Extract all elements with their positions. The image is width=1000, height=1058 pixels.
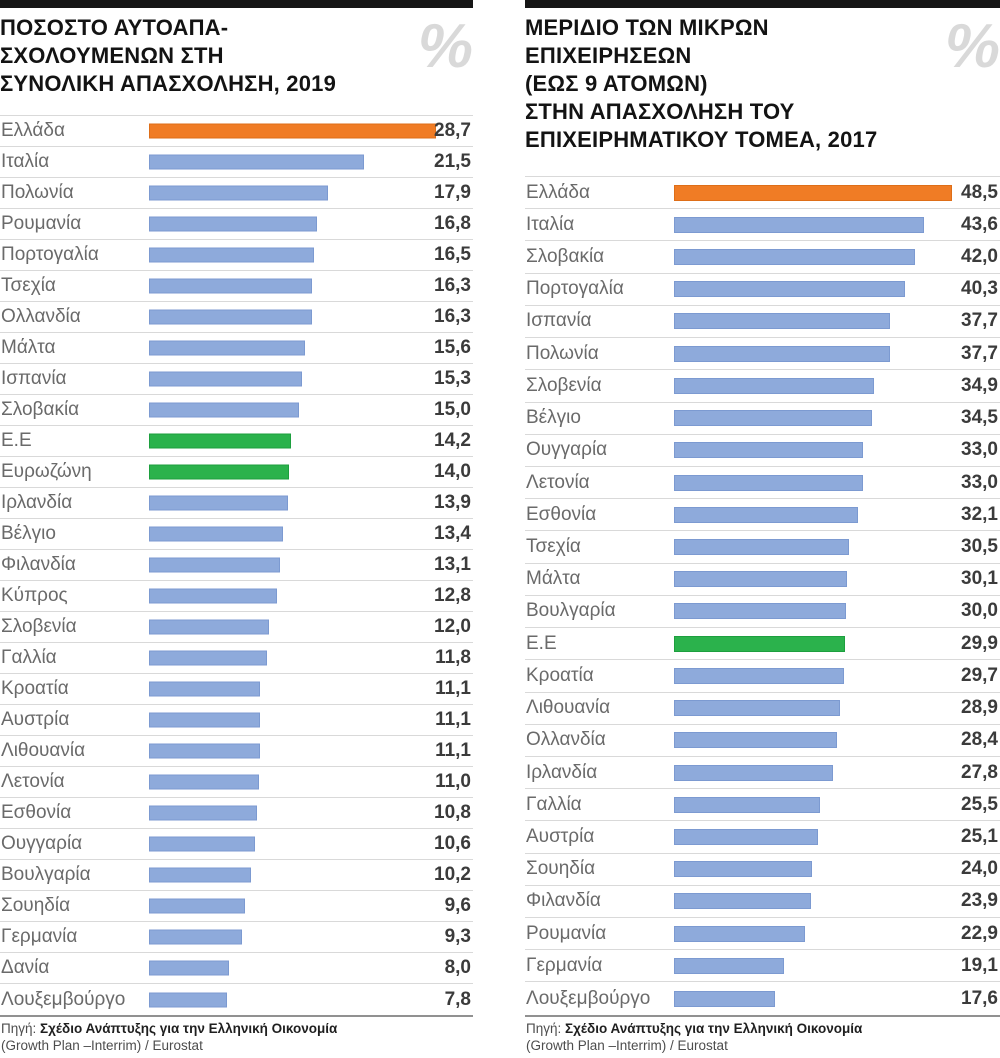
country-label: Ε.Ε bbox=[526, 632, 557, 654]
chart-row bbox=[525, 564, 1000, 596]
value-label: 12,8 bbox=[434, 585, 471, 606]
country-label: Γαλλία bbox=[526, 793, 582, 815]
value-bar bbox=[674, 539, 849, 555]
country-label: Σλοβενία bbox=[526, 374, 602, 396]
value-bar bbox=[674, 346, 890, 362]
value-bar bbox=[149, 589, 277, 604]
value-bar bbox=[674, 281, 905, 297]
value-label: 28,9 bbox=[961, 697, 998, 719]
value-bar bbox=[149, 248, 314, 263]
value-label: 22,9 bbox=[961, 922, 998, 944]
chart-title-line: ΣΤΗΝ ΑΠΑΣΧΟΛΗΣΗ ΤΟΥ bbox=[525, 99, 795, 124]
chart-title bbox=[0, 14, 336, 98]
value-label: 48,5 bbox=[961, 181, 998, 203]
value-bar bbox=[149, 372, 302, 387]
chart-row bbox=[525, 854, 1000, 886]
country-label: Λετονία bbox=[1, 771, 65, 792]
value-bar bbox=[149, 186, 328, 201]
country-label: Ρουμανία bbox=[1, 213, 82, 234]
value-bar bbox=[149, 651, 267, 666]
chart-row bbox=[0, 457, 473, 488]
chart-row bbox=[0, 705, 473, 736]
value-label: 24,0 bbox=[961, 858, 998, 880]
value-bar bbox=[149, 992, 227, 1007]
value-label: 7,8 bbox=[444, 988, 471, 1010]
country-label: Ευρωζώνη bbox=[1, 461, 92, 482]
value-label: 11,8 bbox=[435, 647, 471, 668]
value-label: 16,3 bbox=[434, 275, 471, 296]
value-label: 8,0 bbox=[444, 957, 471, 978]
country-label: Σουηδία bbox=[1, 895, 71, 916]
country-label: Λουξεμβούργο bbox=[1, 988, 126, 1010]
country-label: Σλοβακία bbox=[1, 399, 80, 420]
value-label: 40,3 bbox=[961, 278, 998, 300]
country-label: Λιθουανία bbox=[1, 740, 86, 761]
value-label: 11,1 bbox=[435, 740, 471, 761]
value-label: 27,8 bbox=[961, 761, 998, 783]
chart-row bbox=[525, 403, 1000, 435]
country-label: Σουηδία bbox=[526, 858, 596, 880]
chart-row bbox=[0, 209, 473, 240]
value-bar bbox=[674, 861, 812, 877]
value-label: 37,7 bbox=[961, 342, 998, 364]
value-label: 42,0 bbox=[961, 246, 998, 268]
chart-title-line: (ΕΩΣ 9 ΑΤΟΜΩΝ) bbox=[525, 71, 708, 96]
value-bar bbox=[149, 775, 259, 790]
value-label: 10,8 bbox=[434, 802, 471, 823]
chart-row bbox=[525, 274, 1000, 306]
country-label: Γαλλία bbox=[1, 647, 57, 668]
value-bar bbox=[149, 527, 283, 542]
chart-row bbox=[525, 177, 1000, 209]
value-bar bbox=[149, 961, 229, 976]
chart-title-line: ΣΥΝΟΛΙΚΗ ΑΠΑΣΧΟΛΗΣΗ, 2019 bbox=[0, 71, 337, 96]
source-prefix: Πηγή: bbox=[1, 1021, 37, 1036]
percent-watermark-icon: % bbox=[417, 12, 473, 81]
value-bar bbox=[149, 930, 242, 945]
country-label: Πορτογαλία bbox=[1, 244, 99, 265]
value-label: 33,0 bbox=[961, 439, 998, 461]
value-bar bbox=[674, 700, 840, 716]
country-label: Ουγγαρία bbox=[526, 439, 608, 461]
chart-row bbox=[0, 178, 473, 209]
value-bar bbox=[149, 682, 260, 697]
chart-row bbox=[525, 499, 1000, 531]
chart-small-business-share bbox=[525, 0, 1000, 1058]
value-bar bbox=[674, 732, 837, 748]
chart-row bbox=[0, 891, 473, 922]
chart-self-employment bbox=[0, 0, 473, 1058]
value-label: 37,7 bbox=[961, 310, 998, 332]
chart-row bbox=[0, 519, 473, 550]
value-bar bbox=[674, 603, 846, 619]
chart-row bbox=[0, 674, 473, 705]
value-bar bbox=[674, 378, 874, 394]
value-label: 10,2 bbox=[434, 864, 471, 885]
chart-row bbox=[525, 338, 1000, 370]
value-bar bbox=[149, 403, 299, 418]
source-name: Σχέδιο Ανάπτυξης για την Ελληνική Οικονομία bbox=[40, 1021, 338, 1036]
country-label: Λιθουανία bbox=[526, 697, 611, 719]
country-label: Γερμανία bbox=[1, 926, 78, 947]
value-label: 16,5 bbox=[434, 244, 471, 265]
country-label: Τσεχία bbox=[1, 275, 56, 296]
value-label: 9,3 bbox=[444, 926, 471, 947]
value-bar bbox=[149, 806, 257, 821]
value-bar bbox=[149, 899, 245, 914]
chart-row bbox=[525, 370, 1000, 402]
chart-row bbox=[0, 922, 473, 953]
value-bar bbox=[674, 991, 775, 1007]
country-label: Βέλγιο bbox=[526, 407, 581, 429]
country-label: Ελλάδα bbox=[1, 120, 65, 141]
chart-row bbox=[0, 395, 473, 426]
chart-row bbox=[0, 581, 473, 612]
country-label: Ουγγαρία bbox=[1, 833, 83, 854]
chart-row bbox=[0, 550, 473, 581]
bar-rows bbox=[525, 176, 1000, 1017]
value-label: 43,6 bbox=[961, 213, 998, 235]
country-label: Πολωνία bbox=[1, 182, 74, 203]
country-label: Ισπανία bbox=[1, 368, 67, 389]
value-label: 30,0 bbox=[961, 600, 998, 622]
value-label: 15,0 bbox=[434, 399, 471, 420]
country-label: Ιταλία bbox=[526, 213, 575, 235]
chart-row bbox=[525, 757, 1000, 789]
value-label: 17,6 bbox=[961, 987, 998, 1009]
chart-row bbox=[525, 950, 1000, 982]
value-bar bbox=[674, 313, 890, 329]
value-bar bbox=[149, 341, 305, 356]
value-label: 15,6 bbox=[434, 337, 471, 358]
value-label: 25,1 bbox=[961, 825, 998, 847]
chart-row bbox=[525, 693, 1000, 725]
value-bar bbox=[674, 958, 784, 974]
chart-row bbox=[525, 725, 1000, 757]
source-note bbox=[526, 1020, 1000, 1054]
country-label: Μάλτα bbox=[1, 337, 56, 358]
value-label: 11,1 bbox=[435, 709, 471, 730]
value-bar bbox=[674, 442, 863, 458]
value-label: 33,0 bbox=[961, 471, 998, 493]
country-label: Ιρλανδία bbox=[526, 761, 598, 783]
value-label: 28,7 bbox=[434, 120, 471, 141]
source-note bbox=[1, 1020, 473, 1054]
chart-row bbox=[0, 612, 473, 643]
chart-row bbox=[0, 984, 473, 1015]
chart-title-line: ΠΟΣΟΣΤΟ ΑΥΤΟΑΠΑ- bbox=[0, 15, 229, 40]
country-label: Ισπανία bbox=[526, 310, 592, 332]
value-label: 13,9 bbox=[434, 492, 471, 513]
value-label: 28,4 bbox=[961, 729, 998, 751]
country-label: Εσθονία bbox=[526, 503, 597, 525]
value-label: 16,3 bbox=[434, 306, 471, 327]
value-bar bbox=[674, 668, 844, 684]
country-label: Εσθονία bbox=[1, 802, 72, 823]
country-label: Φιλανδία bbox=[526, 890, 601, 912]
value-label: 15,3 bbox=[434, 368, 471, 389]
value-label: 10,6 bbox=[434, 833, 471, 854]
top-rule bbox=[525, 0, 1000, 8]
chart-row bbox=[0, 302, 473, 333]
chart-row bbox=[0, 643, 473, 674]
value-label: 9,6 bbox=[444, 895, 471, 916]
percent-watermark-icon: % bbox=[944, 12, 1000, 81]
value-label: 30,1 bbox=[961, 568, 998, 590]
chart-row bbox=[0, 147, 473, 178]
source-prefix: Πηγή: bbox=[526, 1021, 562, 1036]
chart-row bbox=[0, 736, 473, 767]
country-label: Βουλγαρία bbox=[526, 600, 616, 622]
country-label: Βέλγιο bbox=[1, 523, 56, 544]
country-label: Αυστρία bbox=[1, 709, 70, 730]
value-bar bbox=[674, 507, 858, 523]
chart-row bbox=[0, 116, 473, 147]
country-label: Γερμανία bbox=[526, 954, 603, 976]
chart-row bbox=[525, 982, 1000, 1014]
value-label: 21,5 bbox=[434, 151, 471, 172]
value-bar bbox=[149, 744, 260, 759]
chart-row bbox=[0, 798, 473, 829]
country-label: Ιρλανδία bbox=[1, 492, 73, 513]
value-label: 11,0 bbox=[435, 771, 471, 792]
chart-row bbox=[525, 918, 1000, 950]
country-label: Ολλανδία bbox=[526, 729, 606, 751]
chart-title-line: ΜΕΡΙΔΙΟ ΤΩΝ ΜΙΚΡΩΝ bbox=[525, 15, 769, 40]
chart-row bbox=[0, 829, 473, 860]
country-label: Φιλανδία bbox=[1, 554, 76, 575]
value-bar bbox=[674, 217, 924, 233]
value-bar bbox=[149, 496, 288, 511]
value-bar bbox=[149, 124, 436, 139]
value-bar bbox=[674, 249, 915, 265]
country-label: Λετονία bbox=[526, 471, 590, 493]
chart-row bbox=[525, 435, 1000, 467]
value-bar bbox=[674, 636, 845, 652]
value-label: 25,5 bbox=[961, 793, 998, 815]
value-label: 30,5 bbox=[961, 536, 998, 558]
value-bar bbox=[149, 217, 317, 232]
value-label: 14,2 bbox=[434, 430, 471, 451]
value-bar bbox=[149, 279, 312, 294]
value-bar bbox=[674, 185, 952, 201]
value-bar bbox=[149, 558, 280, 573]
country-label: Μάλτα bbox=[526, 568, 581, 590]
chart-row bbox=[0, 488, 473, 519]
chart-row bbox=[0, 426, 473, 457]
value-label: 12,0 bbox=[434, 616, 471, 637]
value-label: 34,5 bbox=[961, 407, 998, 429]
country-label: Κύπρος bbox=[1, 585, 68, 606]
chart-row bbox=[525, 209, 1000, 241]
value-bar bbox=[674, 797, 820, 813]
source-rest: (Growth Plan –Interrim) / Eurostat bbox=[526, 1038, 728, 1053]
value-bar bbox=[674, 765, 833, 781]
country-label: Σλοβακία bbox=[526, 246, 605, 268]
chart-title bbox=[525, 14, 877, 154]
value-bar bbox=[674, 410, 872, 426]
chart-row bbox=[525, 789, 1000, 821]
country-label: Ιταλία bbox=[1, 151, 50, 172]
value-bar bbox=[149, 434, 291, 449]
value-bar bbox=[674, 926, 805, 942]
value-label: 13,1 bbox=[434, 554, 471, 575]
chart-row bbox=[525, 660, 1000, 692]
bar-rows bbox=[0, 115, 473, 1017]
value-bar bbox=[674, 829, 818, 845]
country-label: Κροατία bbox=[526, 664, 594, 686]
value-label: 19,1 bbox=[961, 954, 998, 976]
chart-row bbox=[525, 596, 1000, 628]
source-rest: (Growth Plan –Interrim) / Eurostat bbox=[1, 1038, 203, 1053]
chart-row bbox=[525, 467, 1000, 499]
value-label: 32,1 bbox=[961, 503, 998, 525]
value-bar bbox=[149, 713, 260, 728]
value-bar bbox=[149, 620, 269, 635]
chart-row bbox=[0, 333, 473, 364]
chart-row bbox=[0, 271, 473, 302]
value-bar bbox=[674, 571, 847, 587]
country-label: Κροατία bbox=[1, 678, 69, 699]
value-bar bbox=[149, 155, 364, 170]
value-label: 23,9 bbox=[961, 890, 998, 912]
country-label: Πολωνία bbox=[526, 342, 599, 364]
value-label: 14,0 bbox=[434, 461, 471, 482]
value-label: 11,1 bbox=[435, 678, 471, 699]
chart-row bbox=[0, 364, 473, 395]
value-label: 16,8 bbox=[434, 213, 471, 234]
value-bar bbox=[149, 465, 289, 480]
chart-row bbox=[525, 628, 1000, 660]
value-label: 17,9 bbox=[434, 182, 471, 203]
value-label: 13,4 bbox=[434, 523, 471, 544]
chart-row bbox=[525, 241, 1000, 273]
value-bar bbox=[149, 837, 255, 852]
country-label: Λουξεμβούργο bbox=[526, 987, 651, 1009]
value-bar bbox=[149, 868, 251, 883]
chart-row bbox=[525, 821, 1000, 853]
chart-title-line: ΕΠΙΧΕΙΡΗΣΕΩΝ bbox=[525, 43, 692, 68]
chart-row bbox=[525, 886, 1000, 918]
value-label: 29,7 bbox=[961, 664, 998, 686]
value-label: 29,9 bbox=[961, 632, 998, 654]
value-bar bbox=[149, 310, 312, 325]
chart-row bbox=[0, 240, 473, 271]
country-label: Ρουμανία bbox=[526, 922, 607, 944]
country-label: Δανία bbox=[1, 957, 50, 978]
source-name: Σχέδιο Ανάπτυξης για την Ελληνική Οικονομία bbox=[565, 1021, 863, 1036]
country-label: Πορτογαλία bbox=[526, 278, 624, 300]
country-label: Σλοβενία bbox=[1, 616, 77, 637]
chart-row bbox=[0, 767, 473, 798]
country-label: Αυστρία bbox=[526, 825, 595, 847]
value-label: 34,9 bbox=[961, 374, 998, 396]
chart-row bbox=[0, 953, 473, 984]
chart-row bbox=[0, 860, 473, 891]
top-rule bbox=[0, 0, 473, 8]
chart-title-line: ΕΠΙΧΕΙΡΗΜΑΤΙΚΟΥ ΤΟΜΕΑ, 2017 bbox=[525, 127, 878, 152]
chart-row bbox=[525, 531, 1000, 563]
country-label: Ολλανδία bbox=[1, 306, 81, 327]
chart-title-line: ΣΧΟΛΟΥΜΕΝΩΝ ΣΤΗ bbox=[0, 43, 224, 68]
value-bar bbox=[674, 893, 811, 909]
country-label: Βουλγαρία bbox=[1, 864, 91, 885]
chart-row bbox=[525, 306, 1000, 338]
value-bar bbox=[674, 475, 863, 491]
country-label: Ε.Ε bbox=[1, 430, 32, 451]
country-label: Ελλάδα bbox=[526, 181, 590, 203]
country-label: Τσεχία bbox=[526, 536, 581, 558]
